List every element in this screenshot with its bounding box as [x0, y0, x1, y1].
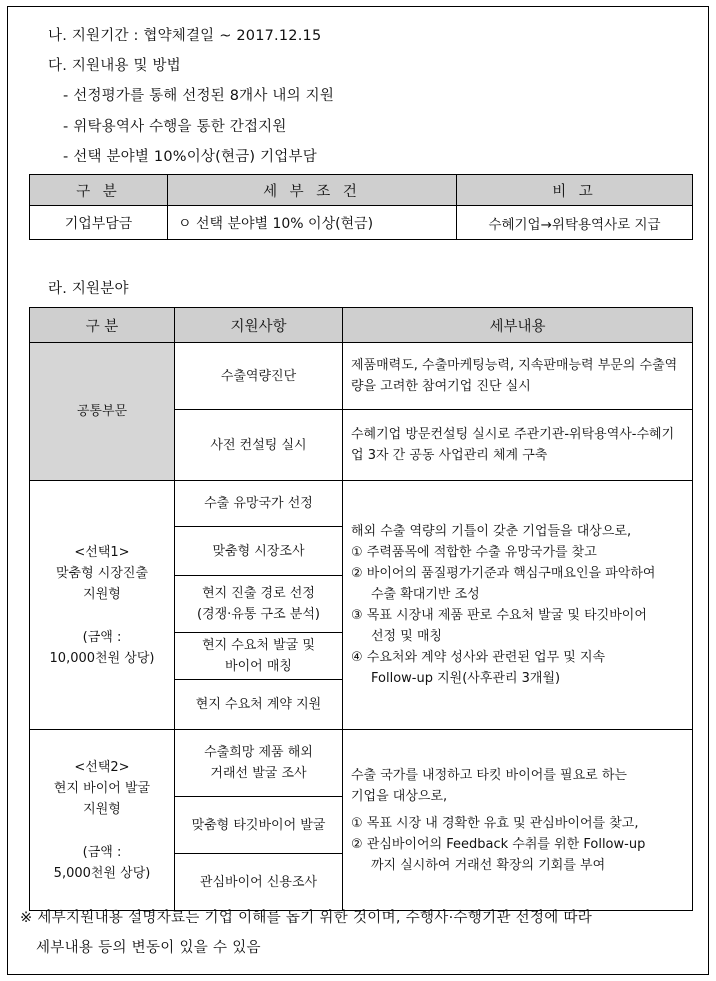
- detail-text: 수혜기업 방문컨설팅 실시로 주관기관-위탁용역사-수혜기업 3자 간 공동 사업관리 체계 구축: [343, 410, 693, 481]
- table-header: 구 분: [30, 175, 168, 206]
- support-item: 현지 진출 경로 선정 (경쟁·유통 구조 분석): [175, 576, 343, 633]
- support-item: 현지 수요처 계약 지원: [175, 680, 343, 730]
- common-section-label: 공통부문: [30, 343, 175, 481]
- content-heading: 다. 지원내용 및 방법: [48, 58, 181, 74]
- detail-text: 제품매력도, 수출마케팅능력, 지속판매능력 부문의 수출역량을 고려한 참여기업 진단 실시: [343, 343, 693, 410]
- table-header: 세 부 조 건: [168, 175, 457, 206]
- table-row: [30, 343, 693, 410]
- support-item: 수출역량진단: [175, 343, 343, 410]
- support-item: 수출희망 제품 해외 거래선 발굴 조사: [175, 730, 343, 797]
- support-item: 맞춤형 시장조사: [175, 527, 343, 576]
- table-row: [30, 481, 693, 527]
- option1-label: <선택1> 맞춤형 시장진출 지원형 (금액 : 10,000천원 상당): [30, 481, 175, 730]
- support-item: 현지 수요처 발굴 및 바이어 매칭: [175, 633, 343, 680]
- option1-detail: 해외 수출 역량의 기틀이 갖춘 기업들을 대상으로, ① 주력품목에 적합한 수출 유망국가를 찾고 ② 바이어의 품질평가기준과 핵심구매요인을 파악하여 수출 확대기반 조성 ③ 목표 시장내 제품 판로 수요처 발굴 및 타깃바이어 선정 및 매칭 ④ 수요처와 계약 성사와 관련된 업무 및 지속 Follow-up 지원(사후관리 3개월): [343, 481, 693, 730]
- table-cell: 수혜기업→위탁용역사로 지급: [457, 206, 693, 240]
- bullet-item: - 선택 분야별 10%이상(현금) 기업부담: [63, 149, 317, 165]
- table-cell: 기업부담금: [30, 206, 168, 240]
- table-header: 비 고: [457, 175, 693, 206]
- support-item: 사전 컨설팅 실시: [175, 410, 343, 481]
- table-header: 세부내용: [343, 308, 693, 343]
- table-cell: ㅇ 선택 분야별 10% 이상(현금): [168, 206, 457, 240]
- field-heading: 라. 지원분야: [48, 281, 129, 297]
- table-header: 지원사항: [175, 308, 343, 343]
- document-page: [7, 6, 709, 975]
- option2-label: <선택2> 현지 바이어 발굴 지원형 (금액 : 5,000천원 상당): [30, 730, 175, 911]
- option2-detail: 수출 국가를 내정하고 타킷 바이어를 필요로 하는 기업을 대상으로, ① 목표 시장 내 경확한 유효 및 관심바이어를 찾고, ② 관심바이어의 Feedback 수취를 위한 Follow-up 까지 실시하여 거래선 확장의 기회를 부여: [343, 730, 693, 911]
- burden-table: [29, 174, 693, 240]
- footnote: ※ 세부지원내용 설명자료는 기업 이해를 돕기 위한 것이며, 수행사·수행기관 선정에 따라 세부내용 등의 변동이 있을 수 있음: [20, 910, 593, 956]
- table-row: [30, 730, 693, 797]
- support-field-table: [29, 307, 693, 911]
- support-item: 관심바이어 신용조사: [175, 854, 343, 911]
- bullet-item: - 선정평가를 통해 선정된 8개사 내의 지원: [63, 88, 335, 104]
- bullet-item: - 위탁용역사 수행을 통한 간접지원: [63, 119, 287, 135]
- support-item: 맞춤형 타깃바이어 발굴: [175, 797, 343, 854]
- support-item: 수출 유망국가 선정: [175, 481, 343, 527]
- table-row: [30, 206, 693, 240]
- support-period: 나. 지원기간 : 협약체결일 ~ 2017.12.15: [48, 28, 322, 44]
- table-header: 구 분: [30, 308, 175, 343]
